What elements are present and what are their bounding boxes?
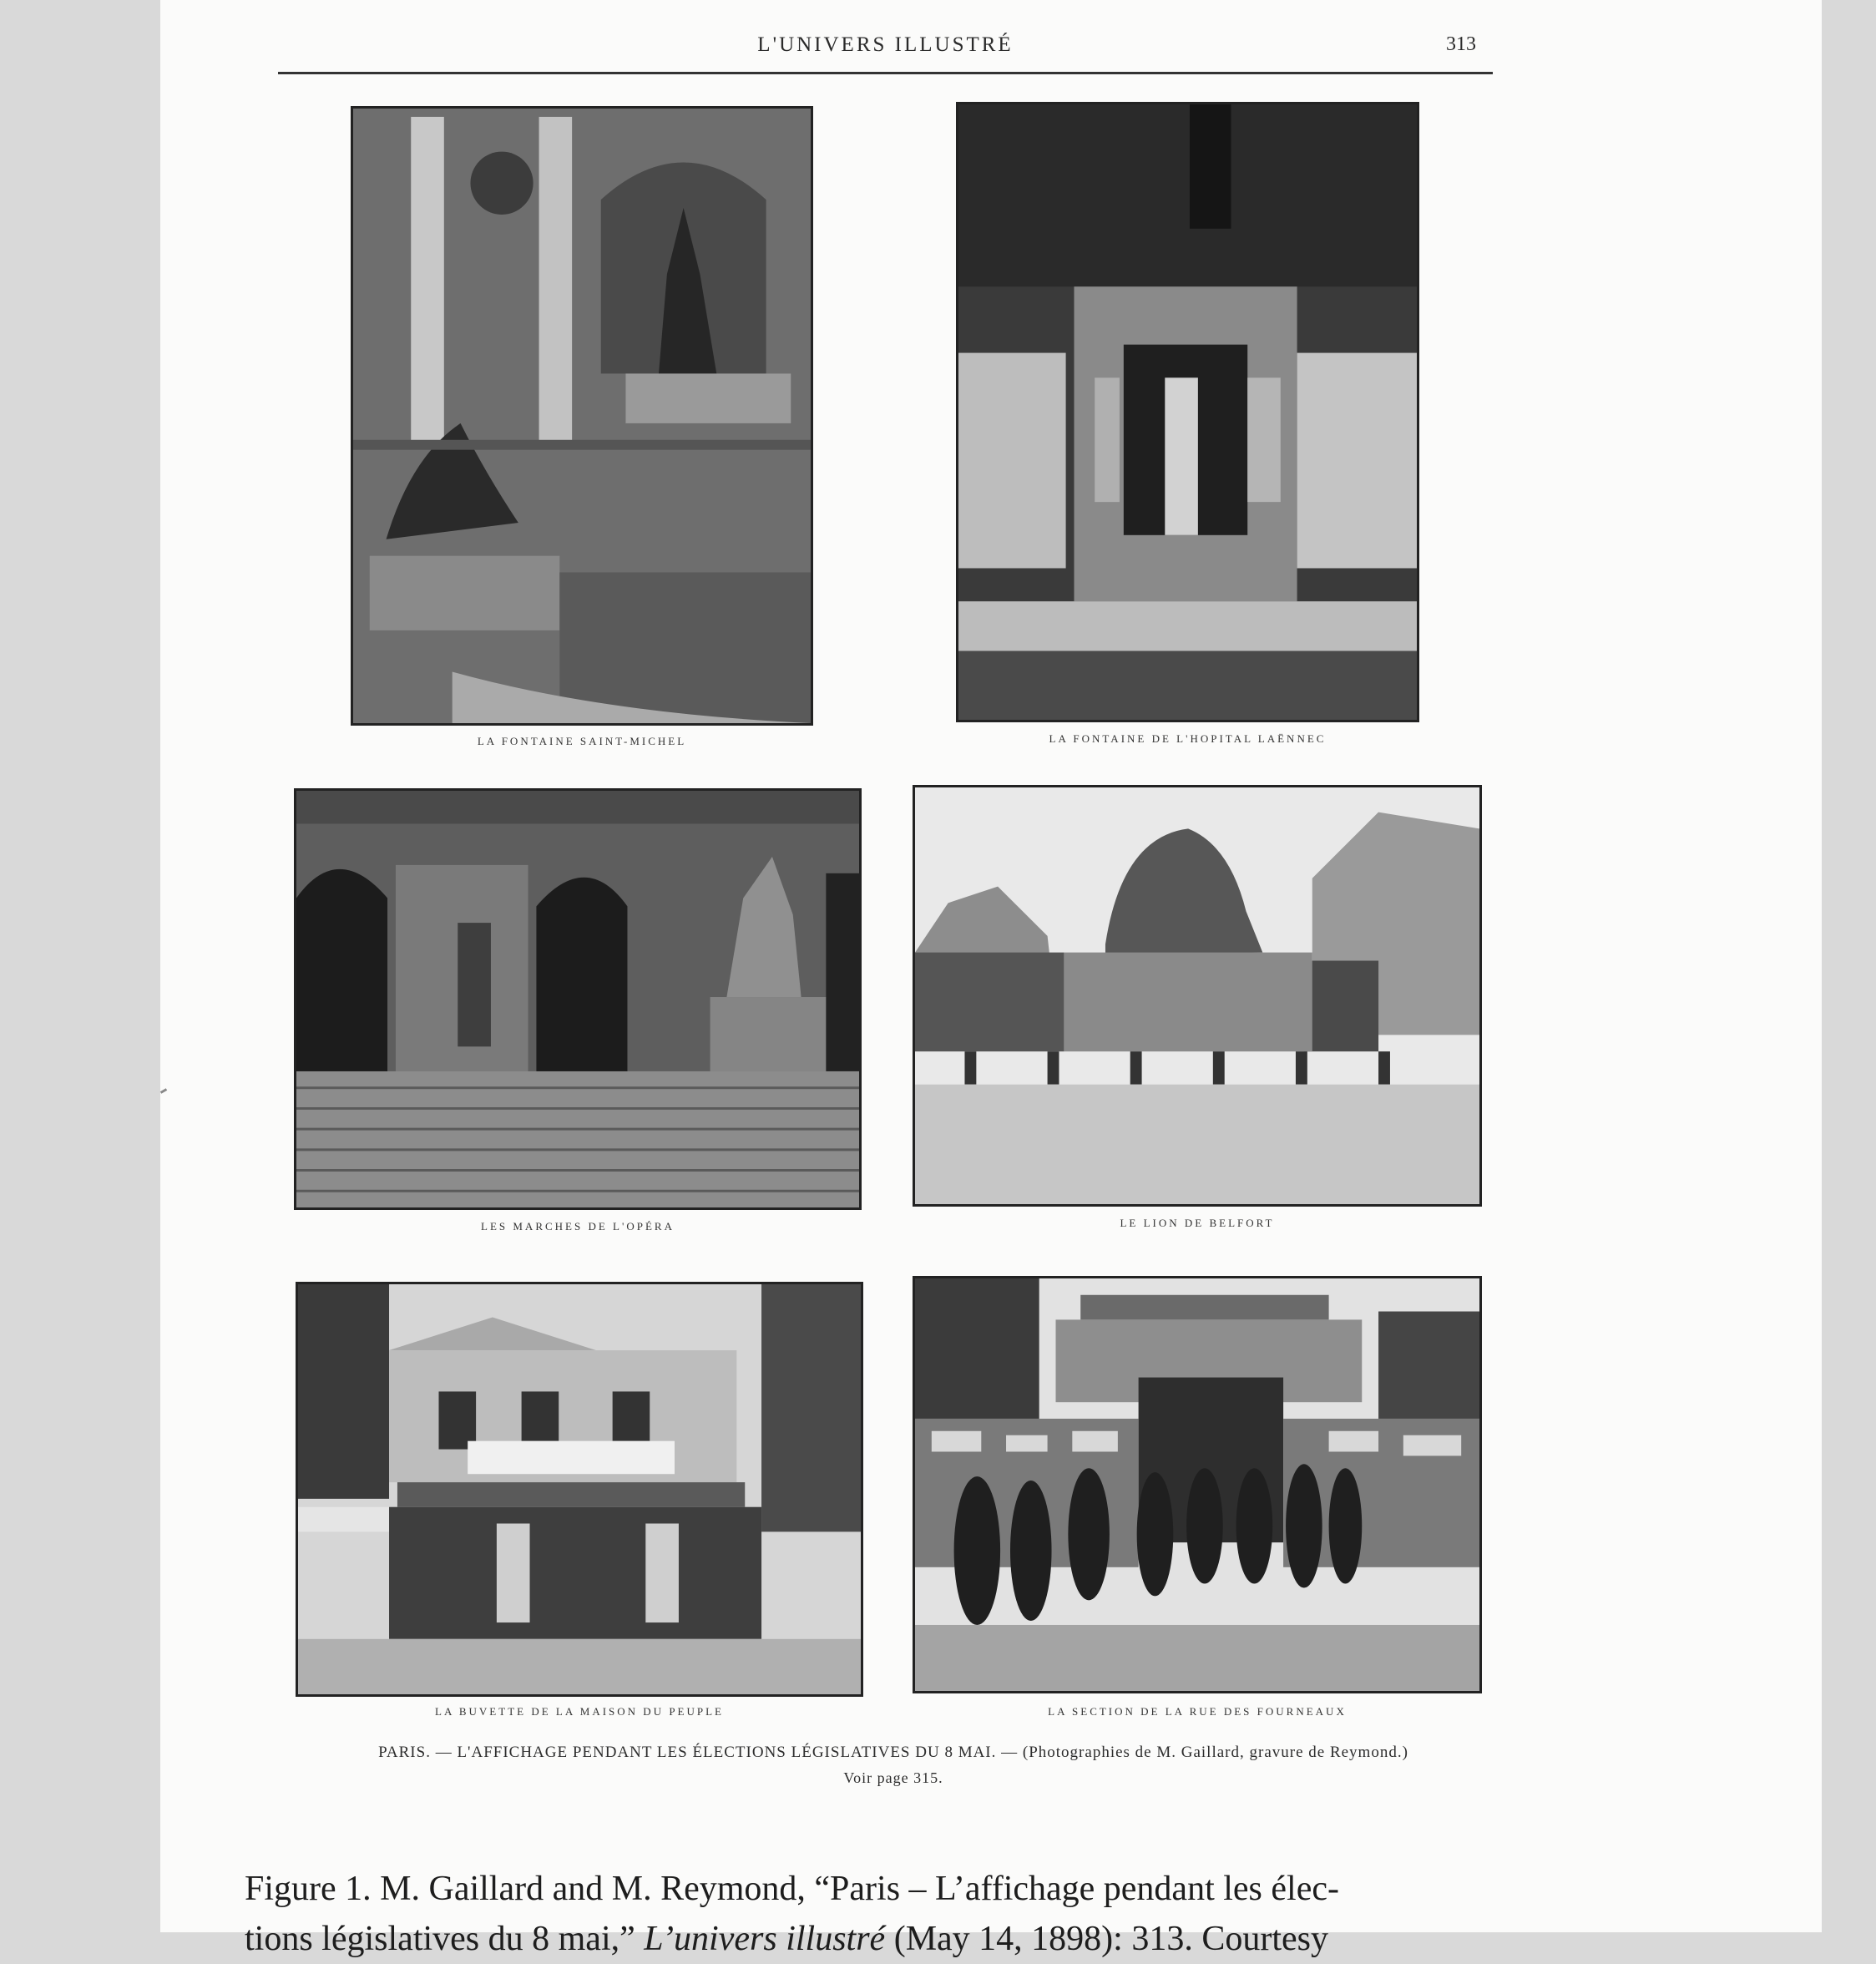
photo-caption: LA BUVETTE DE LA MAISON DU PEUPLE bbox=[435, 1705, 724, 1718]
figure-caption bbox=[245, 1864, 1547, 1964]
figure-caption-line-2 bbox=[245, 1914, 1547, 1964]
page-number: 313 bbox=[1446, 33, 1476, 55]
photo-buvette-maison-du-peuple bbox=[296, 1282, 863, 1697]
photo-caption: LES MARCHES DE L'OPÉRA bbox=[481, 1220, 675, 1233]
running-title: L'UNIVERS ILLUSTRÉ bbox=[757, 33, 1014, 56]
photo-marches-opera bbox=[294, 788, 862, 1210]
publication-title: L’univers illustré bbox=[644, 1920, 886, 1958]
see-page-reference: Voir page 315. bbox=[843, 1769, 943, 1786]
photo-section-rue-des-fourneaux bbox=[913, 1276, 1482, 1693]
figure-caption-line-1: Figure 1. M. Gaillard and M. Reymond, “Paris – L’affichage pendant les élec- bbox=[245, 1870, 1339, 1908]
photo-caption: LA FONTAINE SAINT-MICHEL bbox=[477, 735, 687, 747]
photo-caption: LA FONTAINE DE L'HOPITAL LAËNNEC bbox=[1049, 732, 1327, 745]
plate-caption bbox=[292, 1740, 1494, 1790]
figure-caption-text: tions législatives du 8 mai,” bbox=[245, 1920, 645, 1958]
running-head bbox=[278, 33, 1493, 74]
photo-caption: LE LION DE BELFORT bbox=[1120, 1217, 1275, 1229]
photo-fontaine-saint-michel bbox=[351, 106, 813, 726]
plate-caption-line: PARIS. — L'AFFICHAGE PENDANT LES ÉLECTIONS LÉGISLATIVES DU 8 MAI. — (Photographies de M. Gaillard, gravure de Reymond.) bbox=[378, 1744, 1408, 1761]
photo-fontaine-hopital-laennec bbox=[956, 102, 1419, 722]
figure-caption-text: (May 14, 1898): 313. Courtesy bbox=[885, 1920, 1328, 1958]
photo-lion-belfort bbox=[913, 785, 1482, 1207]
photo-caption: LA SECTION DE LA RUE DES FOURNEAUX bbox=[1048, 1705, 1347, 1718]
